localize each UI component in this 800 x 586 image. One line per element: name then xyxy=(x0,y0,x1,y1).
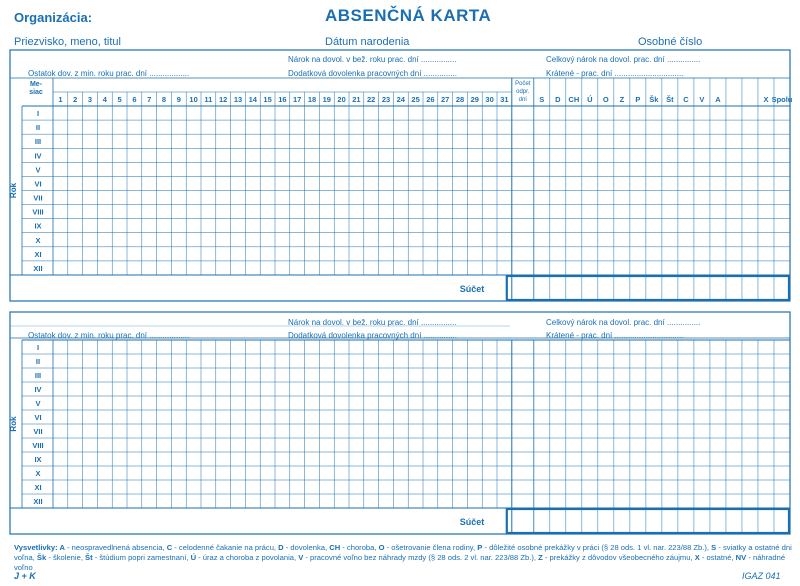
day-number: 22 xyxy=(367,95,376,104)
day-number: 29 xyxy=(470,95,479,104)
day-number: 5 xyxy=(117,95,122,104)
day-number: 27 xyxy=(441,95,450,104)
month-label: IV xyxy=(34,151,42,161)
code-header: Št xyxy=(666,95,674,104)
day-number: 6 xyxy=(132,95,137,104)
month-header: siac xyxy=(29,89,43,96)
deducted-days-header: dní xyxy=(518,97,527,103)
code-header: P xyxy=(635,95,641,104)
sum-label: Súčet xyxy=(459,517,485,527)
month-label: XII xyxy=(33,263,43,273)
vacation-entitlement-label-2: Nárok na dovol. v bež. roku prac. dní ................ xyxy=(288,318,457,327)
day-number: 23 xyxy=(381,95,391,104)
code-header: Šk xyxy=(649,95,659,104)
day-number: 25 xyxy=(411,95,420,104)
day-number: 31 xyxy=(500,95,509,104)
code-header: V xyxy=(699,95,705,104)
form-code: IGAZ 041 xyxy=(742,571,781,581)
month-label: VII xyxy=(33,193,43,203)
legend-text: - štúdium popri zamestnaní, xyxy=(92,553,191,562)
legend-code: C xyxy=(166,543,173,552)
month-label: III xyxy=(34,371,42,380)
sum-box xyxy=(507,276,789,300)
day-number: 20 xyxy=(337,95,346,104)
legend-text: - školenie, xyxy=(46,553,86,562)
personal-number-label: Osobné číslo xyxy=(638,36,703,48)
day-number: 16 xyxy=(278,95,287,104)
day-number: 24 xyxy=(396,95,405,104)
birth-date-label: Dátum narodenia xyxy=(325,36,410,48)
month-label: VIII xyxy=(32,441,44,450)
month-label: IX xyxy=(34,455,42,464)
legend-code: V xyxy=(298,553,304,562)
legend-code: Št xyxy=(85,553,93,562)
day-number: 12 xyxy=(219,95,228,104)
day-number: 3 xyxy=(87,95,93,104)
day-number: 18 xyxy=(307,95,317,104)
code-header: A xyxy=(715,95,721,104)
month-label: II xyxy=(35,123,41,133)
legend-text: - neospravedlnená absencia, xyxy=(64,543,167,552)
month-label: VI xyxy=(34,413,42,422)
legend-text: - prekážky z dôvodov všeobecného záujmu, xyxy=(542,553,695,562)
day-number: 1 xyxy=(58,95,63,104)
day-number: 9 xyxy=(176,95,181,104)
month-label: X xyxy=(35,469,41,478)
reduced-label-1: Krátené - prac. dní ............................... xyxy=(546,69,684,78)
publisher-mark: J + K xyxy=(14,571,36,581)
legend-text: - sviatky a ostatné dni voľna, xyxy=(14,543,792,562)
legend-text: - náhradné voľno xyxy=(14,553,786,572)
month-label: XI xyxy=(34,483,42,492)
month-label: III xyxy=(34,137,42,147)
code-header: CH xyxy=(568,95,580,104)
legend-text: - dôležité osobné prekážky v práci (§ 28 ods. 1 vl. nar. 223/88 Zb.), xyxy=(482,543,712,552)
day-number: 30 xyxy=(485,95,494,104)
code-header: Spolu xyxy=(771,95,793,104)
month-label: XII xyxy=(33,497,43,506)
legend-text: - dovolenka, xyxy=(283,543,330,552)
code-header: D xyxy=(555,95,561,104)
month-label: X xyxy=(35,235,41,245)
day-number: 4 xyxy=(102,95,107,104)
month-header: Me- xyxy=(29,81,43,88)
day-number: 28 xyxy=(455,95,465,104)
legend-text: - celodenné čakanie na prácu, xyxy=(172,543,279,552)
day-number: 17 xyxy=(293,95,302,104)
reduced-label-2: Krátené - prac. dní ............................... xyxy=(546,331,684,340)
additional-vacation-label-1: Dodatková dovolenka pracovných dní ............... xyxy=(288,69,457,78)
legend-text: - pracovné voľno bez náhrady mzdy (§ 28 ods. 2 vl. nar. 223/88 Zb.), xyxy=(303,553,539,562)
legend-text: - ošetrovanie člena rodiny, xyxy=(384,543,478,552)
month-label: IV xyxy=(34,385,42,394)
legend-text: - choroba, xyxy=(340,543,379,552)
total-entitlement-label-2: Celkový nárok na dovol. prac. dní ............... xyxy=(546,318,701,327)
legend-code: D xyxy=(278,543,284,552)
deducted-days-header: Počet xyxy=(515,81,531,87)
month-label: IX xyxy=(34,221,42,231)
legend-text: - ostatné, xyxy=(699,553,736,562)
code-header: C xyxy=(683,95,689,104)
legend-text: - úraz a choroba z povolania, xyxy=(196,553,299,562)
legend-code: X xyxy=(694,553,700,562)
day-number: 7 xyxy=(147,95,152,104)
legend-code: CH xyxy=(329,543,341,552)
legend-code: Šk xyxy=(36,553,47,562)
legend-code: Ú xyxy=(190,553,197,562)
day-number: 21 xyxy=(352,95,361,104)
sum-label: Súčet xyxy=(459,284,485,294)
month-label: I xyxy=(36,343,40,352)
legend xyxy=(14,543,794,573)
page-title: ABSENČNÁ KARTA xyxy=(325,6,492,25)
day-number: 19 xyxy=(322,95,331,104)
month-label: VIII xyxy=(32,207,44,217)
vacation-entitlement-label-1: Nárok na dovol. v bež. roku prac. dní ................ xyxy=(288,55,457,64)
month-label: II xyxy=(35,357,41,366)
month-label: VII xyxy=(33,427,43,436)
day-number: 10 xyxy=(189,95,198,104)
legend-code: P xyxy=(477,543,483,552)
month-label: XI xyxy=(34,249,42,259)
code-header: Ú xyxy=(587,95,593,104)
day-number: 2 xyxy=(73,95,78,104)
day-number: 8 xyxy=(161,95,167,104)
deducted-days-header: odpr. xyxy=(516,89,530,95)
sum-box xyxy=(507,509,789,533)
additional-vacation-label-2: Dodatková dovolenka pracovných dní ............... xyxy=(288,331,457,340)
code-header: X xyxy=(763,95,769,104)
day-number: 11 xyxy=(204,95,213,104)
name-label: Priezvisko, meno, titul xyxy=(14,36,121,48)
legend-code: S xyxy=(711,543,717,552)
day-number: 15 xyxy=(263,95,272,104)
month-label: V xyxy=(35,399,41,408)
legend-code: NV xyxy=(735,553,747,562)
remaining-previous-label-2: Ostatok dov. z min. roku prac. dní .................. xyxy=(28,331,190,340)
remaining-previous-label-1: Ostatok dov. z min. roku prac. dní .................. xyxy=(28,69,190,78)
total-entitlement-label-1: Celkový nárok na dovol. prac. dní ............... xyxy=(546,55,701,64)
year-label: Rok xyxy=(9,182,18,199)
year-label: Rok xyxy=(9,416,18,432)
code-header: O xyxy=(602,95,609,104)
legend-code: Z xyxy=(538,553,543,562)
code-header: S xyxy=(539,95,545,104)
code-header: Z xyxy=(619,95,625,104)
day-number: 13 xyxy=(233,95,243,104)
month-label: V xyxy=(35,165,41,175)
day-number: 14 xyxy=(248,95,257,104)
legend-code: Vysvetlivky: A xyxy=(14,543,65,552)
day-number: 26 xyxy=(426,95,435,104)
month-label: I xyxy=(36,109,40,119)
legend-code: O xyxy=(378,543,385,552)
month-label: VI xyxy=(34,179,42,189)
organization-label: Organizácia: xyxy=(14,10,93,25)
